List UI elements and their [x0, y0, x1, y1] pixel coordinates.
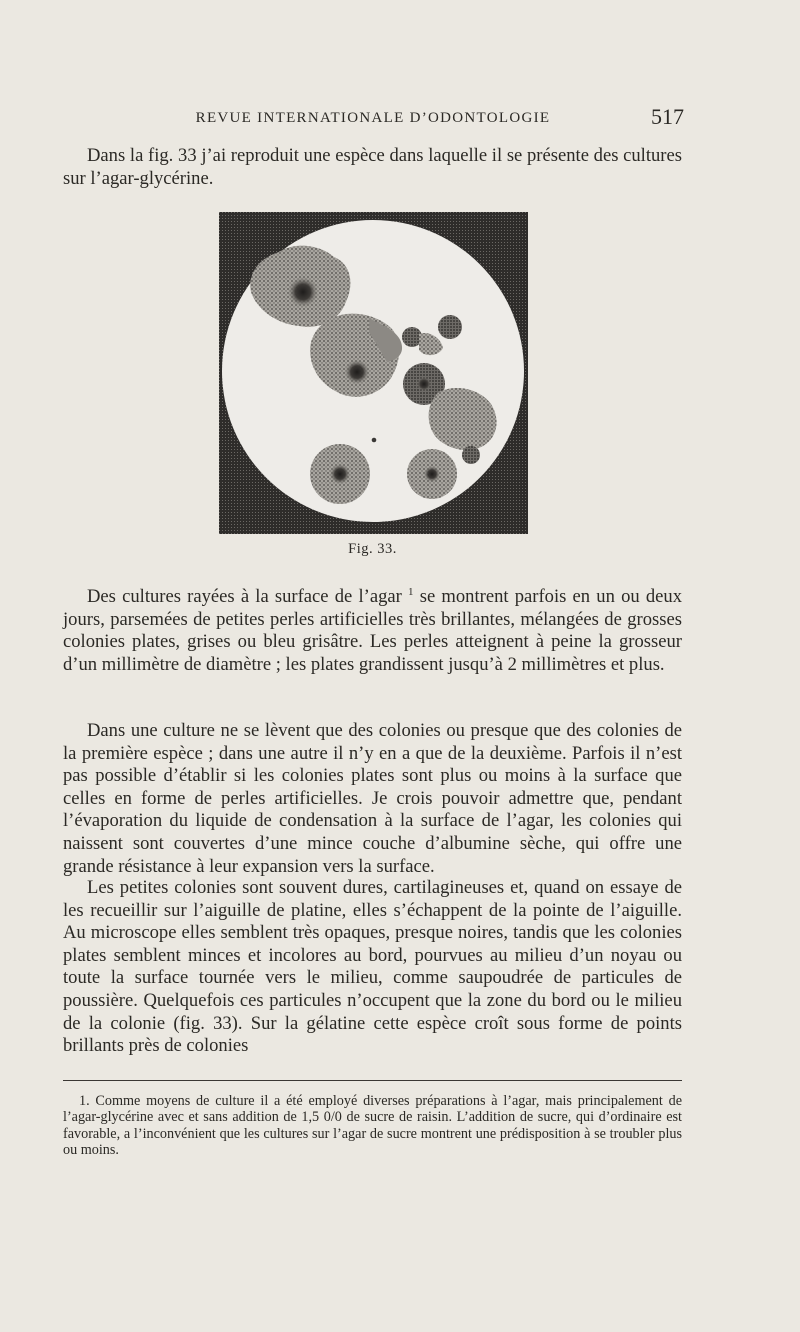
page-number: 517 [651, 104, 684, 129]
body-paragraph-1 [63, 586, 682, 676]
body-paragraph-3: Les petites colonies sont souvent dures, cartilagineuses et, quand on essaye de les recueillir sur l’aiguille de platine, elles s’échappent de la pointe de l’aiguille. Au microscope elles semblent très opaques, presque noires, tandis que les colonies plates semblent minces et incolores au bord, pourvues au milieu d’un noyau ou toute la surface tournée vers le milieu, comme saupoudrée de particules de poussière. Quelquefois ces particules n’occupent que la zone du bord ou le milieu de la colonie (fig. 33). Sur la gélatine cette espèce croît sous forme de points brillants près de colonies [63, 877, 682, 1057]
colony-round-lower-left [310, 444, 370, 504]
footnote: 1. Comme moyens de culture il a été employé diverses préparations à l’agar, mais principalement de l’agar-glycérine avec et sans addition de 1,5 0/0 de sucre de raisin. L’addition de sucre, qui d’ordinaire est favorable, a l’inconvénient que les cultures sur l’agar de sucre montrent une prédisposition à se troubler plus ou moins. [63, 1093, 682, 1159]
p1-text-rest: se montrent parfois en un ou deux jours, parsemées de petites perles artificielles très brillantes, mélangées de grosses colonies plates, grises ou bleu grisâtre. Les perles atteignent à peine la grosseur d’un millimètre de diamètre ; les plates grandissent jusqu’à 2 millimètres et plus. [63, 586, 683, 675]
body-paragraph-2: Dans une culture ne se lèvent que des colonies ou presque que des colonies de la première espèce ; dans une autre il n’y en a que de la deuxième. Parfois il n’est pas possible d’établir si les colonies plates sont plus ou moins à la surface que celles en forme de perles artificielles. Je crois pouvoir admettre que, pendant l’évaporation du liquide de condensation à la surface de l’agar, les colonies qui naissent sont couvertes d’une mince couche d’albumine sèche, qui offre une grande résistance à leur expansion vers la surface. [63, 720, 682, 877]
colony-dot [372, 438, 377, 443]
running-header [62, 104, 684, 132]
figure-caption: Fig. 33. [348, 541, 397, 557]
p1-text-start: Des cultures rayées à la surface de l’agar [87, 586, 402, 607]
colony-round-lower-right [407, 449, 457, 499]
footnote-reference: 1 [408, 585, 414, 598]
figure-33-micrograph [219, 212, 528, 534]
colony-tiny [462, 446, 480, 464]
footnote-divider [63, 1080, 682, 1081]
running-title: REVUE INTERNATIONALE D’ODONTOLOGIE [195, 110, 551, 126]
intro-paragraph: Dans la fig. 33 j’ai reproduit une espèce dans laquelle il se présente des cultures sur l’agar-glycérine. [63, 145, 682, 189]
culture-plate-illustration [219, 212, 528, 534]
